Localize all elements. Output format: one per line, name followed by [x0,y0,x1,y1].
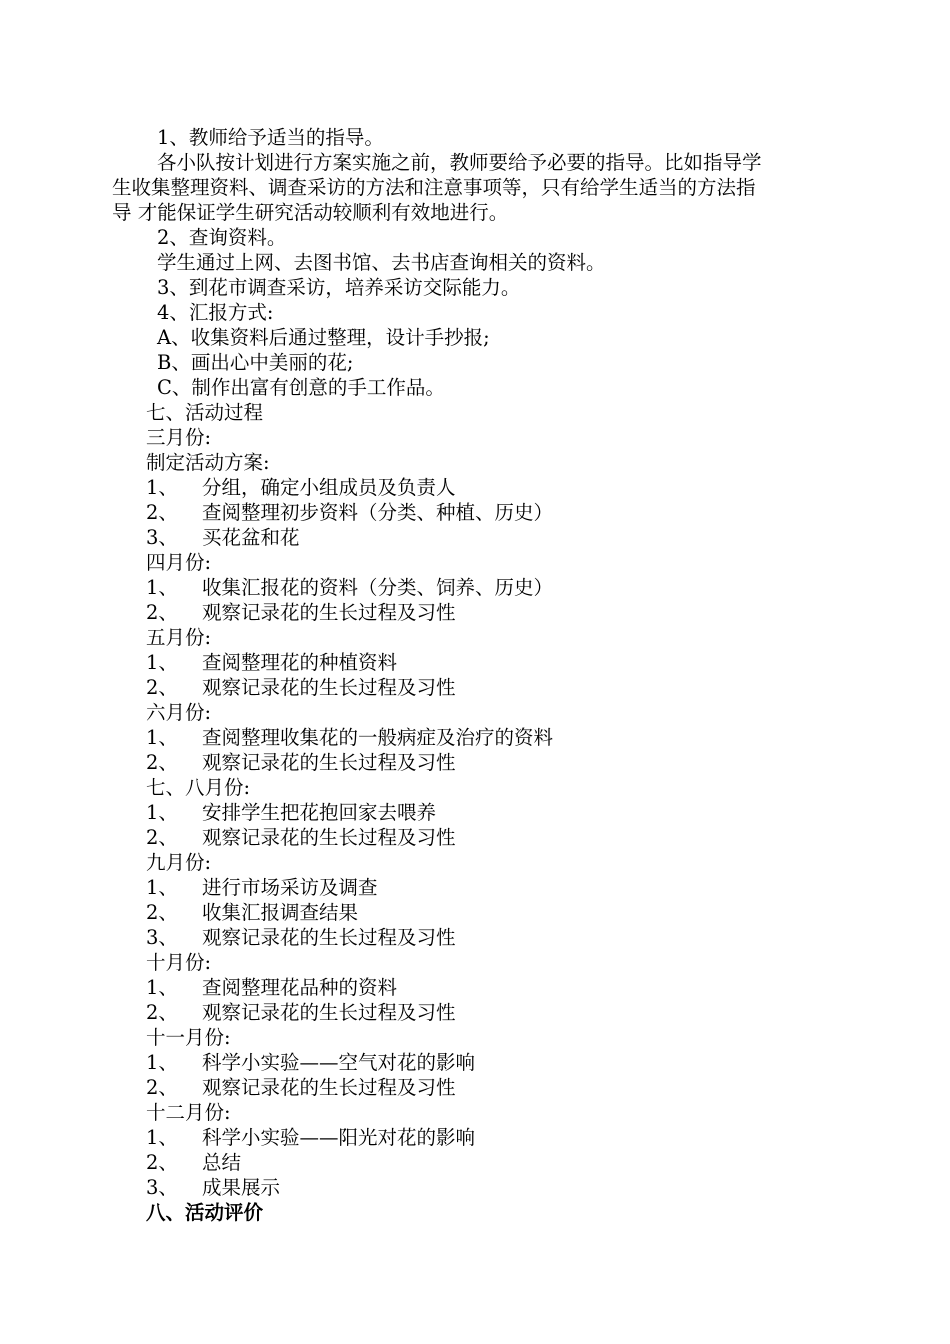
month-label: 七、八月份: [146,776,251,799]
list-item-number: 1、 [146,651,178,674]
list-item-text: 查阅整理收集花的一般病症及治疗的资料 [202,726,554,749]
list-item-text: 总结 [202,1151,242,1174]
report-option-b: B、画出心中美丽的花; [157,351,354,374]
list-item-text: 观察记录花的生长过程及习性 [202,1001,456,1024]
list-item-text: 收集汇报花的资料（分类、饲养、历史） [202,576,554,599]
list-item-number: 2、 [146,1076,178,1099]
list-item-number: 2、 [146,751,178,774]
list-item-number: 3、 [146,526,178,549]
list-item-number: 2、 [146,501,178,524]
paragraph-line-2: 生收集整理资料、调查采访的方法和注意事项等，只有给学生适当的方法指 [112,176,756,199]
list-item-text: 查阅整理初步资料（分类、种植、历史） [202,501,554,524]
list-item-number: 2、 [146,1151,178,1174]
report-option-c: C、制作出富有创意的手工作品。 [157,376,445,399]
report-option-a: A、收集资料后通过整理，设计手抄报; [157,326,490,349]
list-item-number: 1、 [146,1051,178,1074]
month-label: 九月份: [146,851,212,874]
list-item-text: 收集汇报调查结果 [202,901,359,924]
paragraph-line-1: 各小队按计划进行方案实施之前，教师要给予必要的指导。比如指导学 [157,151,762,174]
list-item-text: 安排学生把花抱回家去喂养 [202,801,437,824]
heading-report-method: 4、汇报方式: [157,301,274,324]
list-item-text: 观察记录花的生长过程及习性 [202,926,456,949]
list-item-text: 观察记录花的生长过程及习性 [202,676,456,699]
list-item-number: 2、 [146,826,178,849]
section-title-activity-process: 七、活动过程 [146,401,264,424]
month-label: 六月份: [146,701,212,724]
list-item-number: 1、 [146,876,178,899]
list-item-number: 2、 [146,901,178,924]
list-item-number: 1、 [146,576,178,599]
list-item-number: 1、 [146,801,178,824]
list-item-text: 观察记录花的生长过程及习性 [202,751,456,774]
list-item-text: 观察记录花的生长过程及习性 [202,601,456,624]
list-item-number: 2、 [146,601,178,624]
query-materials-text: 学生通过上网、去图书馆、去书店查询相关的资料。 [157,251,606,274]
month-label: 三月份: [146,426,212,449]
list-item-text: 查阅整理花的种植资料 [202,651,398,674]
list-item-number: 2、 [146,676,178,699]
list-item-text: 科学小实验——空气对花的影响 [202,1051,476,1074]
list-item-text: 观察记录花的生长过程及习性 [202,1076,456,1099]
paragraph-line-3: 导 才能保证学生研究活动较顺利有效地进行。 [112,201,509,224]
list-item-text: 观察记录花的生长过程及习性 [202,826,456,849]
list-item-text: 成果展示 [202,1176,281,1199]
list-item-number: 2、 [146,1001,178,1024]
month-label: 四月份: [146,551,212,574]
month-label: 十月份: [146,951,212,974]
month-label: 五月份: [146,626,212,649]
list-item-text: 科学小实验——阳光对花的影响 [202,1126,476,1149]
month-label: 十二月份: [146,1101,231,1124]
list-item-text: 分组，确定小组成员及负责人 [202,476,456,499]
list-item-number: 3、 [146,926,178,949]
list-item-number: 1、 [146,476,178,499]
heading-query-materials: 2、查询资料。 [157,226,287,249]
list-item-number: 1、 [146,726,178,749]
heading-teacher-guidance: 1、教师给予适当的指导。 [157,126,384,149]
list-item-number: 1、 [146,976,178,999]
section-title-activity-evaluation: 八、活动评价 [146,1201,264,1224]
list-item-text: 进行市场采访及调查 [202,876,378,899]
list-item-number: 1、 [146,1126,178,1149]
list-item-text: 买花盆和花 [202,526,300,549]
list-item-text: 查阅整理花品种的资料 [202,976,398,999]
month-sublabel: 制定活动方案: [146,451,270,474]
month-label: 十一月份: [146,1026,231,1049]
list-item-number: 3、 [146,1176,178,1199]
heading-flower-market: 3、到花市调查采访，培养采访交际能力。 [157,276,521,299]
